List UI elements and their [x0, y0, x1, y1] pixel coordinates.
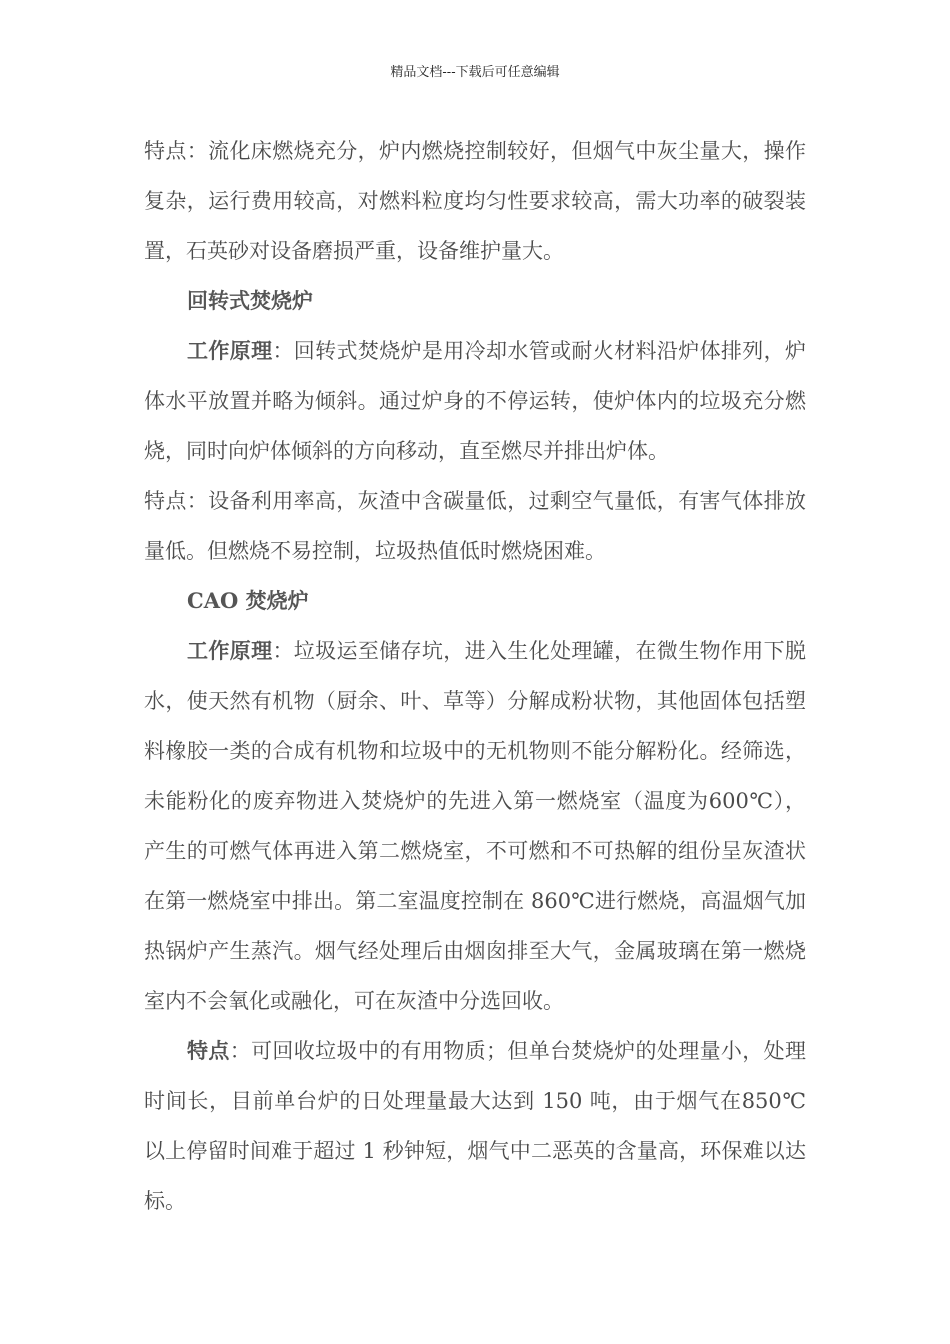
rotary-kiln-heading: 回转式焚烧炉 — [187, 288, 313, 313]
fluidized-features-paragraph: 特点：流化床燃烧充分，炉内燃烧控制较好，但烟气中灰尘量大，操作复杂，运行费用较高，对燃料粒度均匀性要求较高，需大功率的破裂装置，石英砂对设备磨损严重，设备维护量大。 — [144, 139, 806, 263]
cao-principle-label: 工作原理 — [187, 638, 273, 663]
cao-features-label: 特点 — [187, 1038, 230, 1063]
rotary-features-paragraph: 特点：设备利用率高，灰渣中含碳量低，过剩空气量低，有害气体排放量低。但燃烧不易控制，垃圾热值低时燃烧困难。 — [144, 489, 806, 563]
cao-principle-text: ：垃圾运至储存坑，进入生化处理罐，在微生物作用下脱水，使天然有机物（厨余、叶、草等）分解成粉状物，其他固体包括塑料橡胶一类的合成有机物和垃圾中的无机物则不能分解粉化。经筛选，未能粉化的废弃物进入焚烧炉的先进入第一燃烧室（温度为600℃），产生的可燃气体再进入第二燃烧室，不可燃和不可热解的组份呈灰渣状在第一燃烧室中排出。第二室温度控制在 860℃进行燃烧，高温烟气加热锅炉产生蒸汽。烟气经处理后由烟囱排至大气，金属玻璃在第一燃烧室内不会氧化或融化，可在灰渣中分选回收。 — [144, 639, 807, 1013]
rotary-principle-text: ：回转式焚烧炉是用冷却水管或耐火材料沿炉体排列，炉体水平放置并略为倾斜。通过炉身的不停运转，使炉体内的垃圾充分燃烧，同时向炉体倾斜的方向移动，直至燃尽并排出炉体。 — [144, 339, 807, 463]
cao-incinerator-heading: CAO 焚烧炉 — [187, 588, 309, 613]
rotary-principle-paragraph — [144, 326, 806, 476]
rotary-principle-label: 工作原理 — [187, 338, 273, 363]
cao-principle-paragraph — [144, 626, 806, 1026]
cao-features-paragraph — [144, 1026, 806, 1226]
document-body — [144, 126, 806, 1226]
cao-features-text: ：可回收垃圾中的有用物质；但单台焚烧炉的处理量小，处理时间长，目前单台炉的日处理量最大达到 150 吨，由于烟气在850℃以上停留时间难于超过 1 秒钟短，烟气中二恶英的含量高，环保难以达标。 — [144, 1039, 807, 1213]
page-header: 精品文档---下载后可任意编辑 — [390, 65, 560, 80]
